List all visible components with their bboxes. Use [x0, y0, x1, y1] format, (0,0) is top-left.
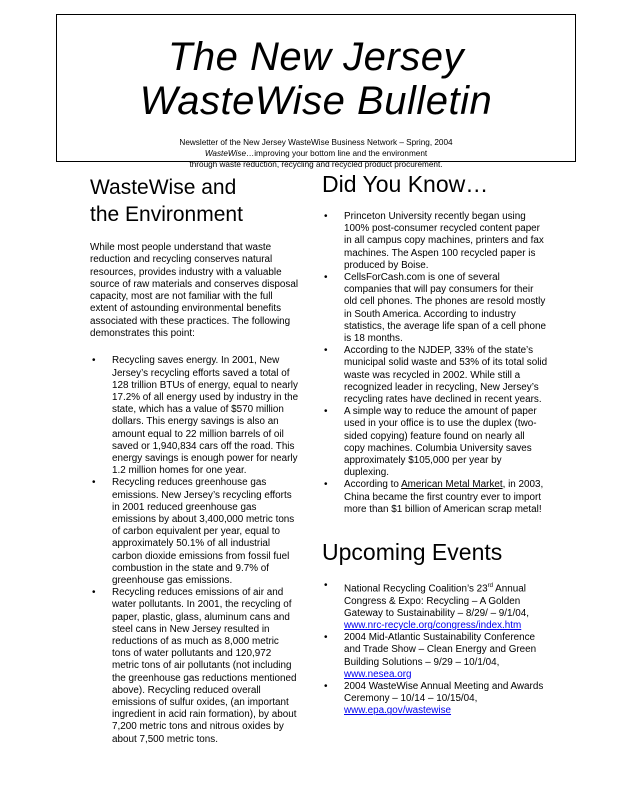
bullet-icon: •	[324, 632, 328, 644]
bullet-icon: •	[324, 681, 328, 692]
masthead	[56, 14, 576, 169]
epa-wastewise-link[interactable]: www.epa.gov/wastewise	[344, 705, 452, 717]
list-item: • A simple way to reduce the amount of paper used in your office is to use the duplex (two-sided copying) feature found on nearly all copy machines. Columbia University saves approximately $105,000 per year by duplexing.	[324, 406, 537, 479]
bullet-icon: •	[324, 580, 328, 592]
bullet-icon: •	[92, 355, 96, 367]
benefits-list	[90, 355, 300, 746]
list-item: • 2004 Mid-Atlantic Sustainability Conference and Trade Show – Clean Energy and Green Building Solutions – 9/29 – 10/1/04, www.nesea.org	[324, 632, 537, 680]
list-item: • Recycling saves energy. In 2001, New Jersey’s recycling efforts saved a total of 128 trillion BTUs of energy, equal to nearly 17.2% of all energy used by industry in the state, which has a value of $570 million dollars. This energy savings is also an amount equal to 22 million barrels of oil saved or 1,940,834 cars off the road. This energy savings is enough power for nearly 1.2 million homes for one year.	[92, 355, 299, 477]
left-column	[90, 170, 300, 746]
list-item: • Recycling reduces emissions of air and water pollutants. In 2001, the recycling of paper, plastic, glass, aluminum cans and steel cans in New Jersey resulted in reductions of as much as 8,000 metric tons of water pollutants and 120,972 metric tons of air pollutants (not including the greenhouse gas reductions mentioned above). Recycling reduced overall emissions of sulfur oxides, (an important ingredient in acid rain formation), by about 7,200 metric tons and nitrous oxides by about 7,500 metric tons.	[92, 587, 297, 745]
list-item: • National Recycling Coalition’s 23rd Annual Congress & Expo: Recycling – A Golden Gateway to Sustainability – 8/29/ – 9/1/04, www.nrc-recycle.org/congress/index.htm	[324, 580, 529, 631]
article-intro: While most people understand that waste reduction and recycling conserves natural resources, provides industry with a valuable source of raw materials and conserves disposal capacity, most are not familiar with the full extent of astounding environmental benefits associated with these practices. The following demonstrates this point:	[90, 242, 299, 340]
bullet-icon: •	[324, 211, 328, 222]
did-you-know-list	[322, 211, 548, 516]
nesea-link[interactable]: www.nesea.org	[344, 668, 412, 680]
list-item: • According to American Metal Market, in 2003, China became the first country ever to import more than $1 billion of American scrap metal!	[324, 479, 544, 515]
did-you-know-heading: Did You Know…	[322, 171, 489, 197]
list-item: • 2004 WasteWise Annual Meeting and Awards Ceremony – 10/14 – 10/15/04, www.epa.gov/wastewise	[324, 681, 544, 717]
masthead-subtitle: Newsletter of the New Jersey WasteWise Business Network – Spring, 2004 WasteWise…improving your bottom line and the environment through waste reduction, recycling and recycled product procurement.	[179, 138, 453, 169]
bullet-icon: •	[92, 587, 96, 599]
events-list	[322, 580, 548, 718]
upcoming-events-heading: Upcoming Events	[322, 539, 503, 566]
list-item: • Recycling reduces greenhouse gas emissions. New Jersey’s recycling efforts in 2001 reduced greenhouse gas emissions by about 3,400,000 metric tons of carbon equivalent per year, equal to approximately 50.1% of all industrial carbon dioxide emissions from fossil fuel combustion in the state and 9.7% of greenhouse gas emissions.	[92, 477, 295, 587]
nrc-link[interactable]: www.nrc-recycle.org/congress/index.htm	[344, 619, 522, 631]
bullet-icon: •	[324, 479, 328, 491]
american-metal-market-title: American Metal Market	[401, 479, 503, 491]
bullet-icon: •	[92, 477, 96, 489]
bullet-icon: •	[324, 272, 328, 284]
bullet-icon: •	[324, 345, 328, 357]
article-heading: WasteWise and the Environment	[90, 176, 243, 226]
list-item: • According to the NJDEP, 33% of the state’s municipal solid waste and 53% of its total solid waste was recycled in 2002. While still a recognized leader in recycling, New Jersey’s recycling rates have declined in recent years.	[324, 345, 548, 406]
right-column	[322, 170, 548, 718]
newsletter-title: The New Jersey WasteWise Bulletin	[139, 35, 493, 123]
list-item: • CellsForCash.com is one of several companies that will pay consumers for their old cell phones. The phones are resold mostly in South America. According to industry statistics, the average life span of a cell phone is 18 months.	[324, 272, 547, 345]
list-item: • Princeton University recently began using 100% post-consumer recycled content paper in all campus copy machines, printers and fax machines. The Aspen 100 recycled paper is produced by Boise.	[324, 211, 544, 271]
bullet-icon: •	[324, 406, 328, 418]
